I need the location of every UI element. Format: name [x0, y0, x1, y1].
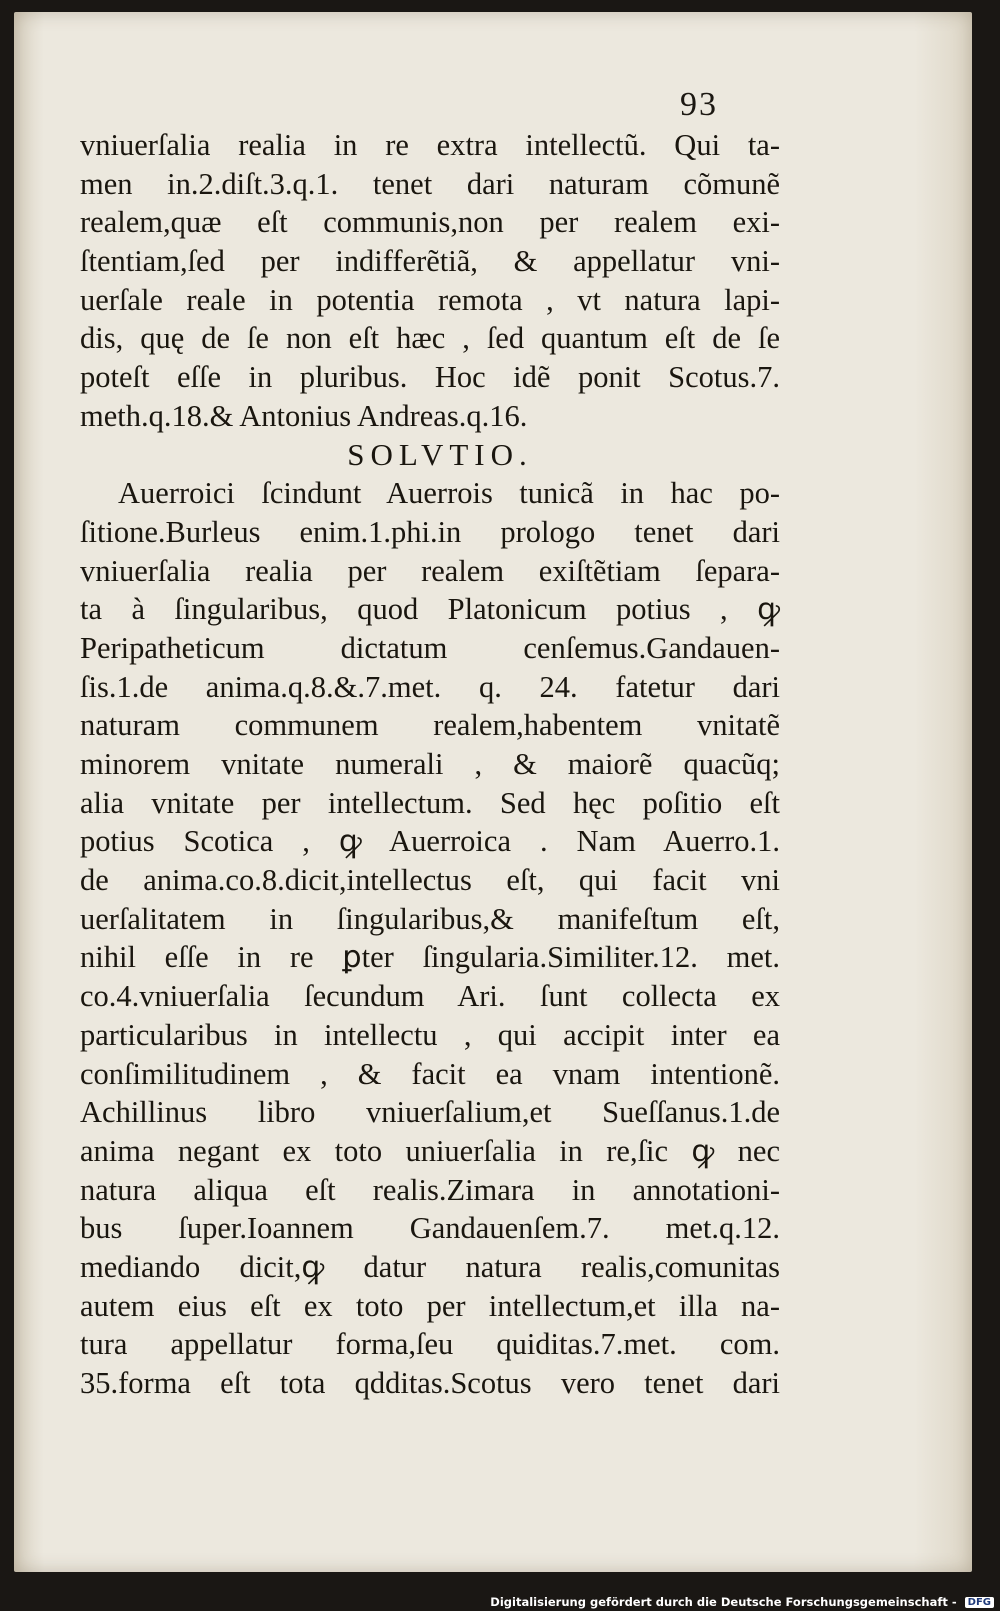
section-heading: SOLVTIO. [347, 436, 533, 472]
text-line: men in.2.diſt.3.q.1. tenet dari naturam cõmunẽ [80, 166, 780, 201]
text-line: anima negant ex toto uniuerſalia in re,ſic ꝙ nec [80, 1133, 780, 1168]
text-line: alia vnitate per intellectum. Sed hęc poſitio eſt [80, 785, 780, 820]
digitization-credit [490, 1595, 994, 1609]
text-line: naturam communem realem,habentem vnitatẽ [80, 708, 780, 743]
page-text [80, 126, 780, 1403]
page-number: 93 [680, 86, 718, 123]
text-line: vniuerſalia realia in re extra intellectũ. Qui ta- [80, 128, 780, 162]
text-line: bus ſuper.Ioannem Gandauenſem.7. met.q.12. [80, 1211, 780, 1246]
text-line: potius Scotica , ꝙ Auerroica . Nam Auerro.1. [80, 824, 780, 859]
text-line: conſimilitudinem , & facit ea vnam intentionẽ. [80, 1056, 780, 1091]
dfg-logo: DFG [965, 1597, 994, 1608]
text-line: Auerroici ſcindunt Auerrois tunicã in hac po- [118, 476, 780, 511]
text-line: minorem vnitate numerali , & maiorẽ quacũq; [80, 747, 780, 781]
text-line: realem,quæ eſt communis,non per realem exi- [80, 205, 780, 240]
text-line: uerſalitatem in ſingularibus,& manifeſtum eſt, [80, 901, 780, 936]
text-line: natura aliqua eſt realis.Zimara in annotationi- [80, 1172, 780, 1207]
book-page [14, 12, 972, 1572]
text-line: ſtentiam,ſed per indifferẽtiã, & appellatur vni- [80, 244, 780, 279]
text-line: dis, quę de ſe non eſt hæc , ſed quantum eſt de ſe [80, 321, 780, 356]
text-line: ſitione.Burleus enim.1.phi.in prologo tenet dari [80, 514, 780, 549]
text-line: ſis.1.de anima.q.8.&.7.met. q. 24. fatetur dari [80, 669, 780, 704]
text-line: 35.forma eſt tota qdditas.Scotus vero tenet dari [80, 1366, 780, 1400]
credit-text: Digitalisierung gefördert durch die Deutsche Forschungsgemeinschaft - [490, 1595, 957, 1609]
text-line: vniuerſalia realia per realem exiſtẽtiam ſepara- [80, 553, 780, 588]
text-line: meth.q.18.& Antonius Andreas.q.16. [80, 398, 528, 433]
text-line: co.4.vniuerſalia ſecundum Ari. ſunt collecta ex [80, 979, 780, 1014]
text-line: nihil eſſe in re ꝑter ſingularia.Similiter.12. met. [80, 940, 780, 975]
text-line: uerſale reale in potentia remota , vt natura lapi- [80, 282, 780, 317]
text-line: de anima.co.8.dicit,intellectus eſt, qui facit vni [80, 863, 780, 898]
text-line: tura appellatur forma,ſeu quiditas.7.met. com. [80, 1327, 780, 1362]
text-line: ta à ſingularibus, quod Platonicum potius , ꝙ [80, 592, 780, 627]
text-line: Peripatheticum dictatum cenſemus.Gandauen- [80, 630, 780, 665]
text-line: poteſt eſſe in pluribus. Hoc idẽ ponit Scotus.7. [80, 360, 780, 395]
text-line: particularibus in intellectu , qui accipit inter ea [80, 1017, 780, 1052]
text-line: Achillinus libro vniuerſalium,et Sueſſanus.1.de [80, 1095, 780, 1130]
text-line: autem eius eſt ex toto per intellectum,et illa na- [80, 1288, 780, 1323]
text-line: mediando dicit,ꝙ datur natura realis,comunitas [80, 1249, 780, 1284]
